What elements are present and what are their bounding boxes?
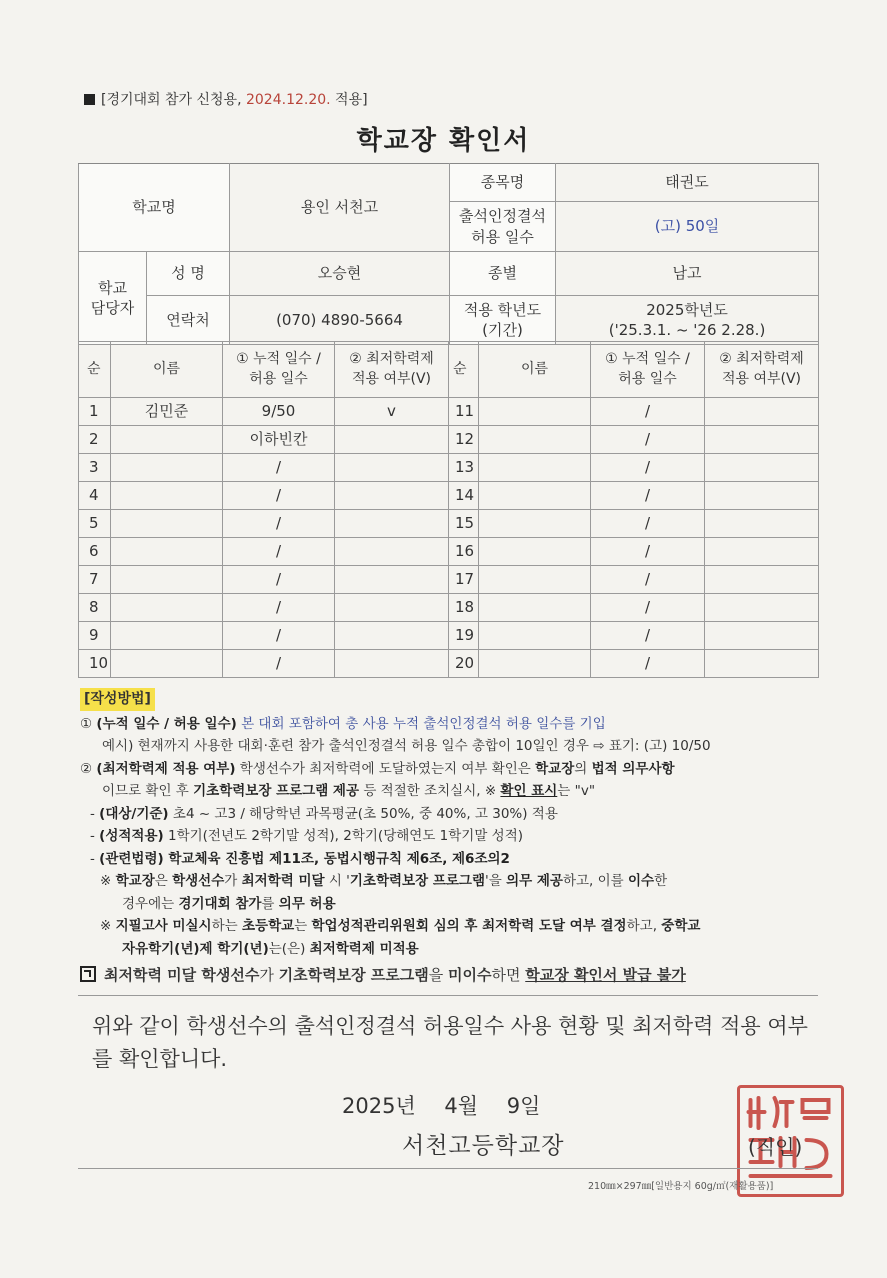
row-no: 10 xyxy=(79,650,111,678)
contact-label: 연락처 xyxy=(147,296,230,345)
row-name xyxy=(111,482,223,510)
table-row xyxy=(79,594,819,622)
method-line: ※ 학교장은 학생선수가 최저학력 미달 시 '기초학력보장 프로그램'을 의무 제공하고, 이를 이수한 xyxy=(100,873,668,889)
row-min xyxy=(335,650,449,678)
header-days: ① 누적 일수 / 허용 일수 xyxy=(591,342,705,398)
row-days: / xyxy=(591,538,705,566)
row-days: / xyxy=(223,538,335,566)
row-name xyxy=(479,454,591,482)
row-min xyxy=(705,566,819,594)
row-name xyxy=(479,594,591,622)
table-row xyxy=(79,510,819,538)
school-value: 용인 서천고 xyxy=(230,164,450,252)
row-days: / xyxy=(591,566,705,594)
table-row xyxy=(79,426,819,454)
row-days: 9/50 xyxy=(223,398,335,426)
row-days: / xyxy=(591,398,705,426)
row-min xyxy=(335,426,449,454)
row-name xyxy=(111,454,223,482)
row-no: 14 xyxy=(449,482,479,510)
row-name xyxy=(111,650,223,678)
contact-value: (070) 4890-5664 xyxy=(230,296,450,345)
row-no: 15 xyxy=(449,510,479,538)
method-tag: [작성방법] xyxy=(80,688,155,711)
absence-value: (고) 50일 xyxy=(556,202,819,252)
row-no: 8 xyxy=(79,594,111,622)
row-no: 12 xyxy=(449,426,479,454)
row-no: 13 xyxy=(449,454,479,482)
row-name xyxy=(479,622,591,650)
row-min xyxy=(335,622,449,650)
row-name xyxy=(479,398,591,426)
table-row xyxy=(79,482,819,510)
row-name xyxy=(111,426,223,454)
row-days: 이하빈칸 xyxy=(223,426,335,454)
row-days: / xyxy=(591,650,705,678)
method-line: 예시) 현재까지 사용한 대회·훈련 참가 출석인정결석 허용 일수 총합이 10일인 경우 ⇨ 표기: (고) 10/50 xyxy=(102,738,711,754)
issue-date: 2025년 4월 9일 xyxy=(342,1094,541,1118)
method-line: ※ 지필고사 미실시하는 초등학교는 학업성적관리위원회 심의 후 최저학력 도달 여부 결정하고, 중학교 xyxy=(100,918,701,934)
row-min: v xyxy=(335,398,449,426)
row-no: 19 xyxy=(449,622,479,650)
row-days: / xyxy=(591,426,705,454)
row-no: 20 xyxy=(449,650,479,678)
header-note: [경기대회 참가 신청용, 2024.12.20. 적용] xyxy=(84,89,368,109)
writing-method xyxy=(80,688,840,987)
row-days: / xyxy=(591,454,705,482)
row-no: 2 xyxy=(79,426,111,454)
method-line: 이므로 확인 후 기초학력보장 프로그램 제공 등 적절한 조치실시, ※ 확인 표시는 "v" xyxy=(102,783,596,799)
header-name: 이름 xyxy=(479,342,591,398)
row-min xyxy=(705,538,819,566)
year-label: 적용 학년도 (기간) xyxy=(450,296,556,345)
row-name xyxy=(479,482,591,510)
row-min xyxy=(335,482,449,510)
header-no: 순 xyxy=(79,342,111,398)
row-no: 18 xyxy=(449,594,479,622)
table-row xyxy=(79,622,819,650)
name-label: 성 명 xyxy=(147,252,230,296)
method-line: - (성적적용) 1학기(전년도 2학기말 성적), 2학기(당해연도 1학기말 성적) xyxy=(90,828,524,844)
row-name xyxy=(111,566,223,594)
row-no: 6 xyxy=(79,538,111,566)
row-days: / xyxy=(223,622,335,650)
school-label: 학교명 xyxy=(79,164,230,252)
row-name xyxy=(479,510,591,538)
table-row xyxy=(79,566,819,594)
divider xyxy=(78,1168,818,1169)
row-min xyxy=(335,566,449,594)
method-line: - (관련법령) 학교체육 진흥법 제11조, 동법시행규칙 제6조, 제6조의2 xyxy=(90,850,510,867)
row-min xyxy=(705,650,819,678)
row-no: 1 xyxy=(79,398,111,426)
row-no: 9 xyxy=(79,622,111,650)
row-name xyxy=(479,566,591,594)
row-days: / xyxy=(223,454,335,482)
row-days: / xyxy=(223,482,335,510)
square-bullet-icon xyxy=(84,94,95,105)
row-name xyxy=(111,594,223,622)
row-days: / xyxy=(591,594,705,622)
table-row xyxy=(79,398,819,426)
row-no: 5 xyxy=(79,510,111,538)
row-name xyxy=(479,538,591,566)
row-no: 4 xyxy=(79,482,111,510)
row-min xyxy=(705,482,819,510)
row-days: / xyxy=(223,650,335,678)
arrow-box-icon xyxy=(80,966,96,982)
row-min xyxy=(705,426,819,454)
header-min: ② 최저학력제 적용 여부(V) xyxy=(705,342,819,398)
row-min xyxy=(335,594,449,622)
row-name xyxy=(479,650,591,678)
manager-label: 학교 담당자 xyxy=(79,252,147,345)
sport-value: 태권도 xyxy=(556,164,819,202)
row-min xyxy=(705,622,819,650)
row-name xyxy=(111,622,223,650)
method-line: 자유학기(년)제 학기(년)는(은) 최저학력제 미적용 xyxy=(122,940,419,957)
row-no: 17 xyxy=(449,566,479,594)
students-table xyxy=(78,341,819,678)
confirm-text: 위와 같이 학생선수의 출석인정결석 허용일수 사용 현황 및 최저학력 적용 여부를 확인합니다. xyxy=(92,1014,808,1071)
row-days: / xyxy=(591,622,705,650)
row-no: 11 xyxy=(449,398,479,426)
principal-name: 서천고등학교장 xyxy=(402,1133,565,1159)
year-value: 2025학년도 ('25.3.1. ~ '26 2.28.) xyxy=(556,296,819,345)
row-name: 김민준 xyxy=(111,398,223,426)
absence-label: 출석인정결석 허용 일수 xyxy=(450,202,556,252)
row-no: 7 xyxy=(79,566,111,594)
page-title: 학교장 확인서 xyxy=(356,126,531,156)
row-name xyxy=(479,426,591,454)
row-min xyxy=(705,454,819,482)
method-line: ① (누적 일수 / 허용 일수) 본 대회 포함하여 총 사용 누적 출석인정결석 허용 일수를 기입 xyxy=(80,715,606,732)
table-row xyxy=(79,454,819,482)
header-min: ② 최저학력제 적용 여부(V) xyxy=(335,342,449,398)
row-min xyxy=(335,538,449,566)
row-min xyxy=(705,594,819,622)
info-table xyxy=(78,163,819,345)
header-name: 이름 xyxy=(111,342,223,398)
row-no: 3 xyxy=(79,454,111,482)
method-line: - (대상/기준) 초4 ~ 고3 / 해당학년 과목평균(초 50%, 중 40%, 고 30%) 적용 xyxy=(90,805,558,822)
row-days: / xyxy=(223,566,335,594)
applied-date: 2024.12.20. xyxy=(245,92,331,108)
row-days: / xyxy=(591,510,705,538)
table-row xyxy=(79,650,819,678)
row-name xyxy=(111,538,223,566)
header-days: ① 누적 일수 / 허용 일수 xyxy=(223,342,335,398)
row-no: 16 xyxy=(449,538,479,566)
method-line: 경우에는 경기대회 참가를 의무 허용 xyxy=(122,895,336,912)
row-days: / xyxy=(591,482,705,510)
divider xyxy=(78,995,818,996)
type-value: 남고 xyxy=(556,252,819,296)
row-days: / xyxy=(223,510,335,538)
table-row xyxy=(79,538,819,566)
type-label: 종별 xyxy=(450,252,556,296)
row-min xyxy=(335,510,449,538)
paper-size-note: 210㎜×297㎜[일반용지 60g/㎡(재활용품)] xyxy=(588,1181,774,1192)
method-line: ② (최저학력제 적용 여부) 학생선수가 최저학력에 도달하였는지 여부 확인은 학교장의 법적 의무사항 xyxy=(80,760,675,777)
header-no: 순 xyxy=(449,342,479,398)
name-value: 오승현 xyxy=(230,252,450,296)
seal-label: (직인) xyxy=(748,1135,803,1159)
row-min xyxy=(705,510,819,538)
row-days: / xyxy=(223,594,335,622)
row-name xyxy=(111,510,223,538)
row-min xyxy=(705,398,819,426)
method-final-line: 최저학력 미달 학생선수가 기초학력보장 프로그램을 미이수하면 학교장 확인서 발급 불가 xyxy=(80,964,840,987)
sport-label: 종목명 xyxy=(450,164,556,202)
row-min xyxy=(335,454,449,482)
